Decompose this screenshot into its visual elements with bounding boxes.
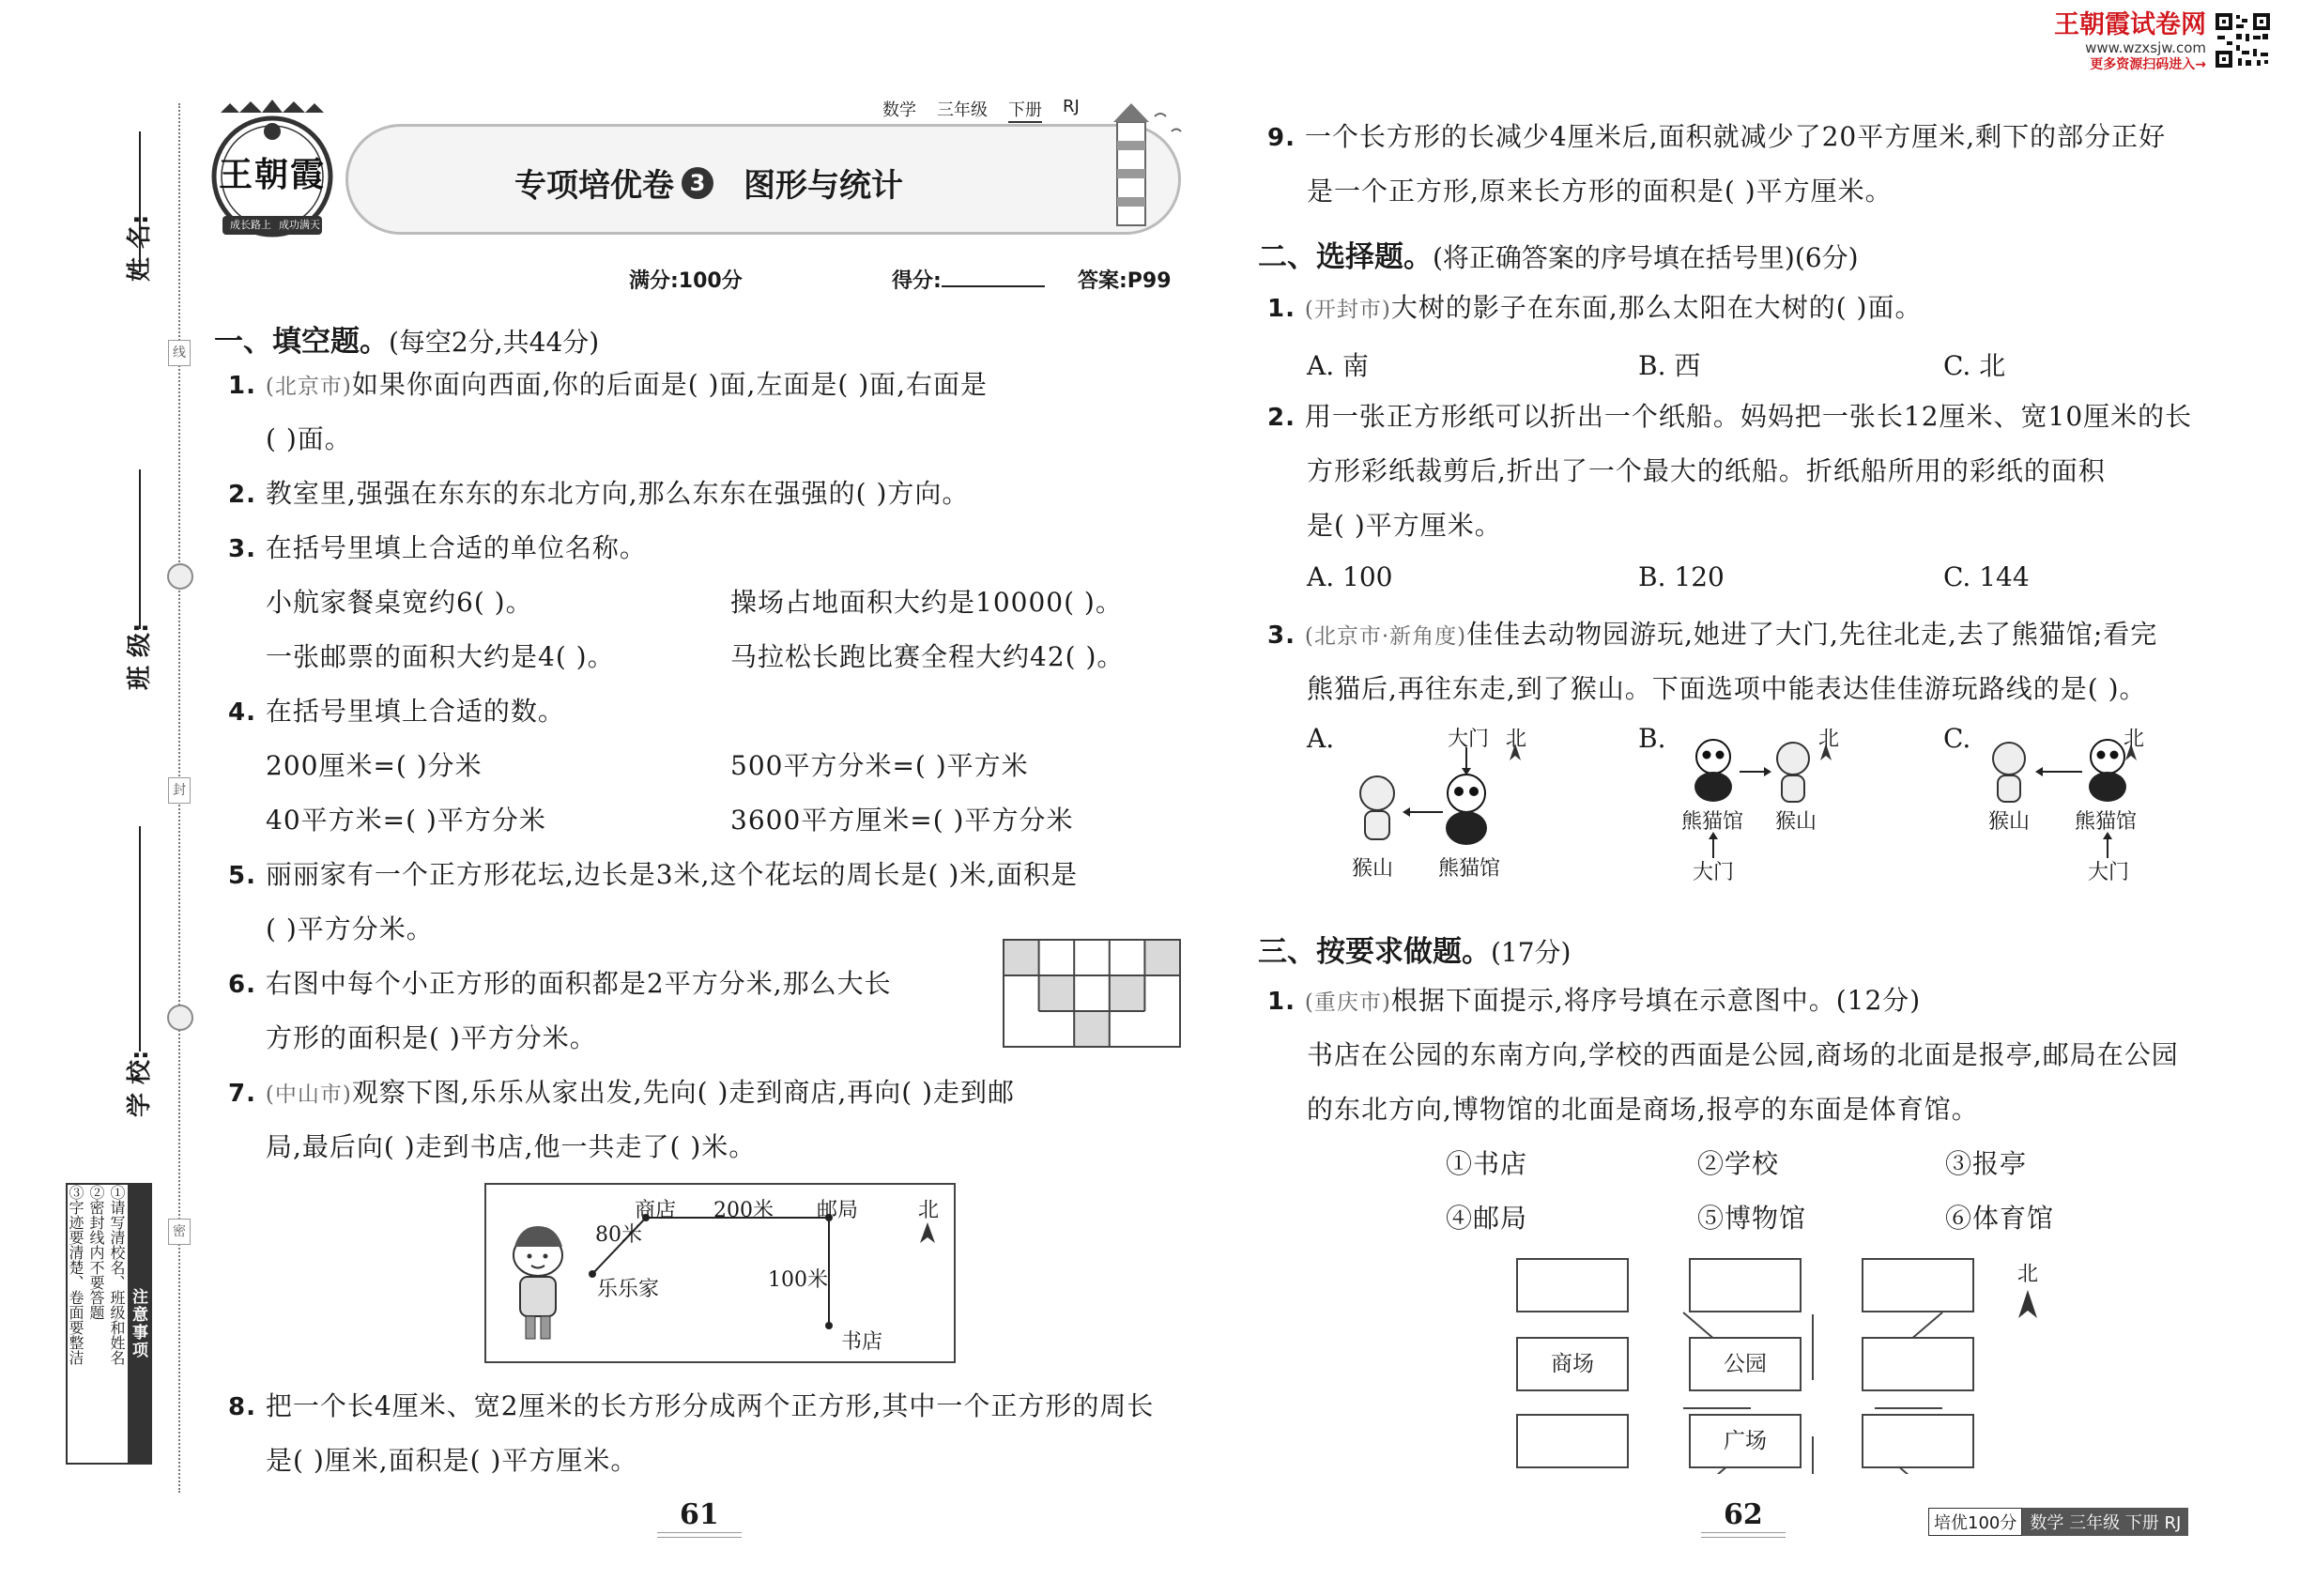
north-arrow-icon	[2014, 1288, 2042, 1326]
panda-icon	[1446, 775, 1487, 845]
route-map	[484, 1183, 956, 1363]
choice-2-option-b[interactable]: B. 120	[1638, 561, 1725, 592]
question-8: 8. 把一个长4厘米、宽2厘米的长方形分成两个正方形,其中一个正方形的周长	[228, 1390, 1155, 1421]
box-e[interactable]	[1862, 1337, 1974, 1391]
question-1: 1. (北京市)如果你面向西面,你的后面是( )面,左面是( )面,右面是	[228, 369, 989, 400]
lighthouse-icon	[1080, 94, 1192, 235]
footer-tag	[1928, 1508, 2188, 1536]
cut-mark-2: 封	[168, 777, 191, 804]
boy-icon	[514, 1226, 562, 1339]
brand-url[interactable]: www.wzxsjw.com	[2085, 39, 2206, 56]
name-field-line[interactable]	[139, 131, 141, 272]
choice-2-cont-2: 是( )平方厘米。	[1307, 510, 1502, 541]
notice-line-2: ②密封线内不要答题	[87, 1185, 105, 1320]
item-bookstore: ①书店	[1446, 1148, 1528, 1179]
question-3a: 小航家餐桌宽约6( )。	[266, 587, 533, 618]
question-1-cont: ( )面。	[266, 423, 352, 454]
section-1-heading: 一、填空题。(每空2分,共44分)	[214, 325, 600, 359]
footer-tag-2: 数学 三年级 下册 RJ	[2022, 1508, 2188, 1536]
panda-icon	[1694, 740, 1732, 802]
hole-icon	[167, 1005, 193, 1031]
box-s-square: 广场	[1689, 1414, 1802, 1468]
class-field-label: 班 级:	[126, 622, 154, 690]
north-arrow-icon	[920, 1222, 935, 1243]
choice-1-option-a[interactable]: A. 南	[1307, 350, 1370, 381]
panda-icon	[2089, 740, 2126, 802]
page-number-wave	[1701, 1532, 1786, 1538]
question-9: 9. 一个长方形的长减少4厘米后,面积就减少了20平方厘米,剩下的部分正好	[1267, 121, 2167, 152]
cut-mark-3: 密	[168, 1219, 191, 1245]
title-number-badge: 3	[682, 167, 713, 199]
choice-3-option-b[interactable]: B. 北 熊猫馆 猴山 大门	[1638, 723, 1840, 884]
page-number-left: 61	[680, 1498, 719, 1531]
monkey-icon	[1777, 743, 1809, 802]
choice-3-option-a[interactable]: A. 大门 北 猴山 熊猫馆	[1307, 723, 1527, 881]
brand-block	[2009, 11, 2206, 73]
question-3b: 操场占地面积大约是10000( )。	[730, 587, 1123, 618]
brand-name: 王朝霞试卷网	[2054, 10, 2206, 39]
page-number-right: 62	[1724, 1498, 1763, 1531]
page-title	[514, 160, 903, 206]
hole-icon	[167, 563, 193, 590]
box-center-park: 公园	[1689, 1337, 1802, 1391]
choice-3-option-c[interactable]: C. 北 猴山 熊猫馆 大门	[1943, 723, 2145, 884]
monkey-icon	[1360, 776, 1394, 839]
brand-tagline: 更多资源扫码进入→	[2090, 57, 2206, 72]
cut-mark-1: 线	[168, 340, 191, 366]
item-stadium: ⑥体育馆	[1945, 1203, 2055, 1234]
tag-term: 下册	[1008, 97, 1042, 123]
diagram-north-label: 北	[2017, 1263, 2039, 1286]
tag-subject: 数学	[882, 100, 916, 120]
monkey-icon	[1993, 743, 2025, 802]
question-7-cont: 局,最后向( )走到书店,他一共走了( )米。	[266, 1131, 757, 1162]
box-ne[interactable]	[1862, 1258, 1974, 1312]
question-4b: 500平方分米=( )平方米	[730, 750, 1029, 781]
title-main: 图形与统计	[744, 167, 903, 205]
box-w-mall: 商场	[1516, 1337, 1629, 1391]
logo	[202, 94, 343, 244]
item-post-office: ④邮局	[1446, 1203, 1528, 1234]
tag-grade: 三年级	[937, 100, 988, 120]
choice-3-cont: 熊猫后,再往东走,到了猴山。下面选项中能表达佳佳游玩路线的是( )。	[1307, 673, 2147, 704]
binding-strip	[0, 0, 188, 1596]
notice-line-1: ①请写清校名、班级和姓名	[108, 1185, 126, 1365]
subject-tags	[882, 97, 1080, 123]
choice-3: 3. (北京市·新角度)佳佳去动物园游玩,她进了大门,先往北走,去了熊猫馆;看完	[1267, 619, 2158, 650]
label-north: 北	[918, 1199, 940, 1222]
score-field	[892, 265, 1045, 294]
school-field-line[interactable]	[139, 826, 141, 1051]
question-4: 4. 在括号里填上合适的数。	[228, 696, 565, 727]
question-4a: 200厘米=( )分米	[266, 750, 483, 781]
label-bookstore: 书店	[841, 1330, 883, 1354]
problem-1-hint-2: 的东北方向,博物馆的北面是商场,报亭的东面是体育馆。	[1307, 1094, 1979, 1125]
question-5-cont: ( )平方分米。	[266, 913, 434, 944]
notice-title: 注意事项	[128, 1185, 150, 1463]
notice-line-3: ③字迹要清楚、卷面要整洁	[67, 1185, 84, 1365]
section-3-heading: 三、按要求做题。(17分)	[1258, 935, 1572, 969]
problem-1-hint-1: 书店在公园的东南方向,学校的西面是公园,商场的北面是报亭,邮局在公园	[1307, 1039, 2179, 1070]
tag-edition: RJ	[1063, 97, 1080, 116]
question-3: 3. 在括号里填上合适的单位名称。	[228, 532, 647, 563]
question-5: 5. 丽丽家有一个正方形花坛,边长是3米,这个花坛的周长是( )米,面积是	[228, 859, 1079, 890]
logo-slogan-1: 成长路上	[230, 219, 271, 231]
class-field-line[interactable]	[139, 469, 141, 629]
choice-1-option-c[interactable]: C. 北	[1943, 350, 2006, 381]
item-school: ②学校	[1697, 1148, 1780, 1179]
question-9-cont: 是一个正方形,原来长方形的面积是( )平方厘米。	[1307, 176, 1893, 207]
question-6-cont: 方形的面积是( )平方分米。	[266, 1022, 597, 1053]
label-shop: 商店	[635, 1199, 677, 1222]
qr-code-icon[interactable]	[2214, 11, 2272, 69]
choice-1-option-b[interactable]: B. 西	[1638, 350, 1701, 381]
logo-text: 王朝霞	[219, 155, 327, 194]
label-post: 邮局	[817, 1199, 859, 1222]
question-2: 2. 教室里,强强在东东的东北方向,那么东东在强强的( )方向。	[228, 478, 970, 509]
full-score: 满分:100分	[629, 269, 743, 293]
name-field-label: 姓 名:	[126, 214, 154, 282]
question-8-cont: 是( )厘米,面积是( )平方厘米。	[266, 1445, 638, 1476]
notice-box	[66, 1183, 152, 1465]
label-d2: 200米	[713, 1199, 774, 1222]
page-number-wave	[657, 1532, 742, 1538]
label-d1: 80米	[595, 1223, 642, 1247]
section-2-heading: 二、选择题。(将正确答案的序号填在括号里)(6分)	[1258, 240, 1859, 274]
footer-tag-1: 培优100分	[1928, 1508, 2022, 1536]
choice-2-option-c[interactable]: C. 144	[1943, 561, 2030, 592]
item-museum: ⑤博物馆	[1697, 1203, 1807, 1234]
direction-diagram	[1516, 1258, 2117, 1474]
choice-1: 1. (开封市)大树的影子在东面,那么太阳在大树的( )面。	[1267, 292, 1923, 323]
box-sw[interactable]	[1516, 1414, 1629, 1468]
label-home: 乐乐家	[597, 1278, 660, 1301]
choice-2: 2. 用一张正方形纸可以折出一个纸船。妈妈把一张长12厘米、宽10厘米的长	[1267, 401, 2193, 432]
label-d3: 100米	[768, 1268, 828, 1292]
logo-slogan-2: 成功满天	[279, 219, 320, 231]
question-7: 7. (中山市)观察下图,乐乐从家出发,先向( )走到商店,再向( )走到邮	[228, 1077, 1016, 1108]
problem-1: 1. (重庆市)根据下面提示,将序号填在示意图中。(12分)	[1267, 985, 1922, 1016]
box-nw[interactable]	[1516, 1258, 1629, 1312]
grid-figure	[1003, 939, 1181, 1051]
answer-ref: 答案:P99	[1078, 269, 1172, 293]
box-n[interactable]	[1689, 1258, 1802, 1312]
question-3d: 马拉松长跑比赛全程大约42( )。	[730, 641, 1125, 672]
question-4d: 3600平方厘米=( )平方分米	[730, 805, 1074, 836]
box-se[interactable]	[1862, 1414, 1974, 1468]
title-prefix: 专项培优卷	[514, 167, 674, 205]
school-field-label: 学 校:	[126, 1050, 154, 1117]
choice-2-cont-1: 方形彩纸裁剪后,折出了一个最大的纸船。折纸船所用的彩纸的面积	[1307, 455, 2106, 486]
score-blank[interactable]	[942, 285, 1045, 287]
choice-2-option-a[interactable]: A. 100	[1307, 561, 1393, 592]
item-newsstand: ③报亭	[1945, 1148, 2028, 1179]
question-4c: 40平方米=( )平方分米	[266, 805, 546, 836]
score-label: 得分:	[892, 269, 942, 293]
question-6: 6. 右图中每个小正方形的面积都是2平方分米,那么大长	[228, 968, 892, 999]
question-3c: 一张邮票的面积大约是4( )。	[266, 641, 615, 672]
